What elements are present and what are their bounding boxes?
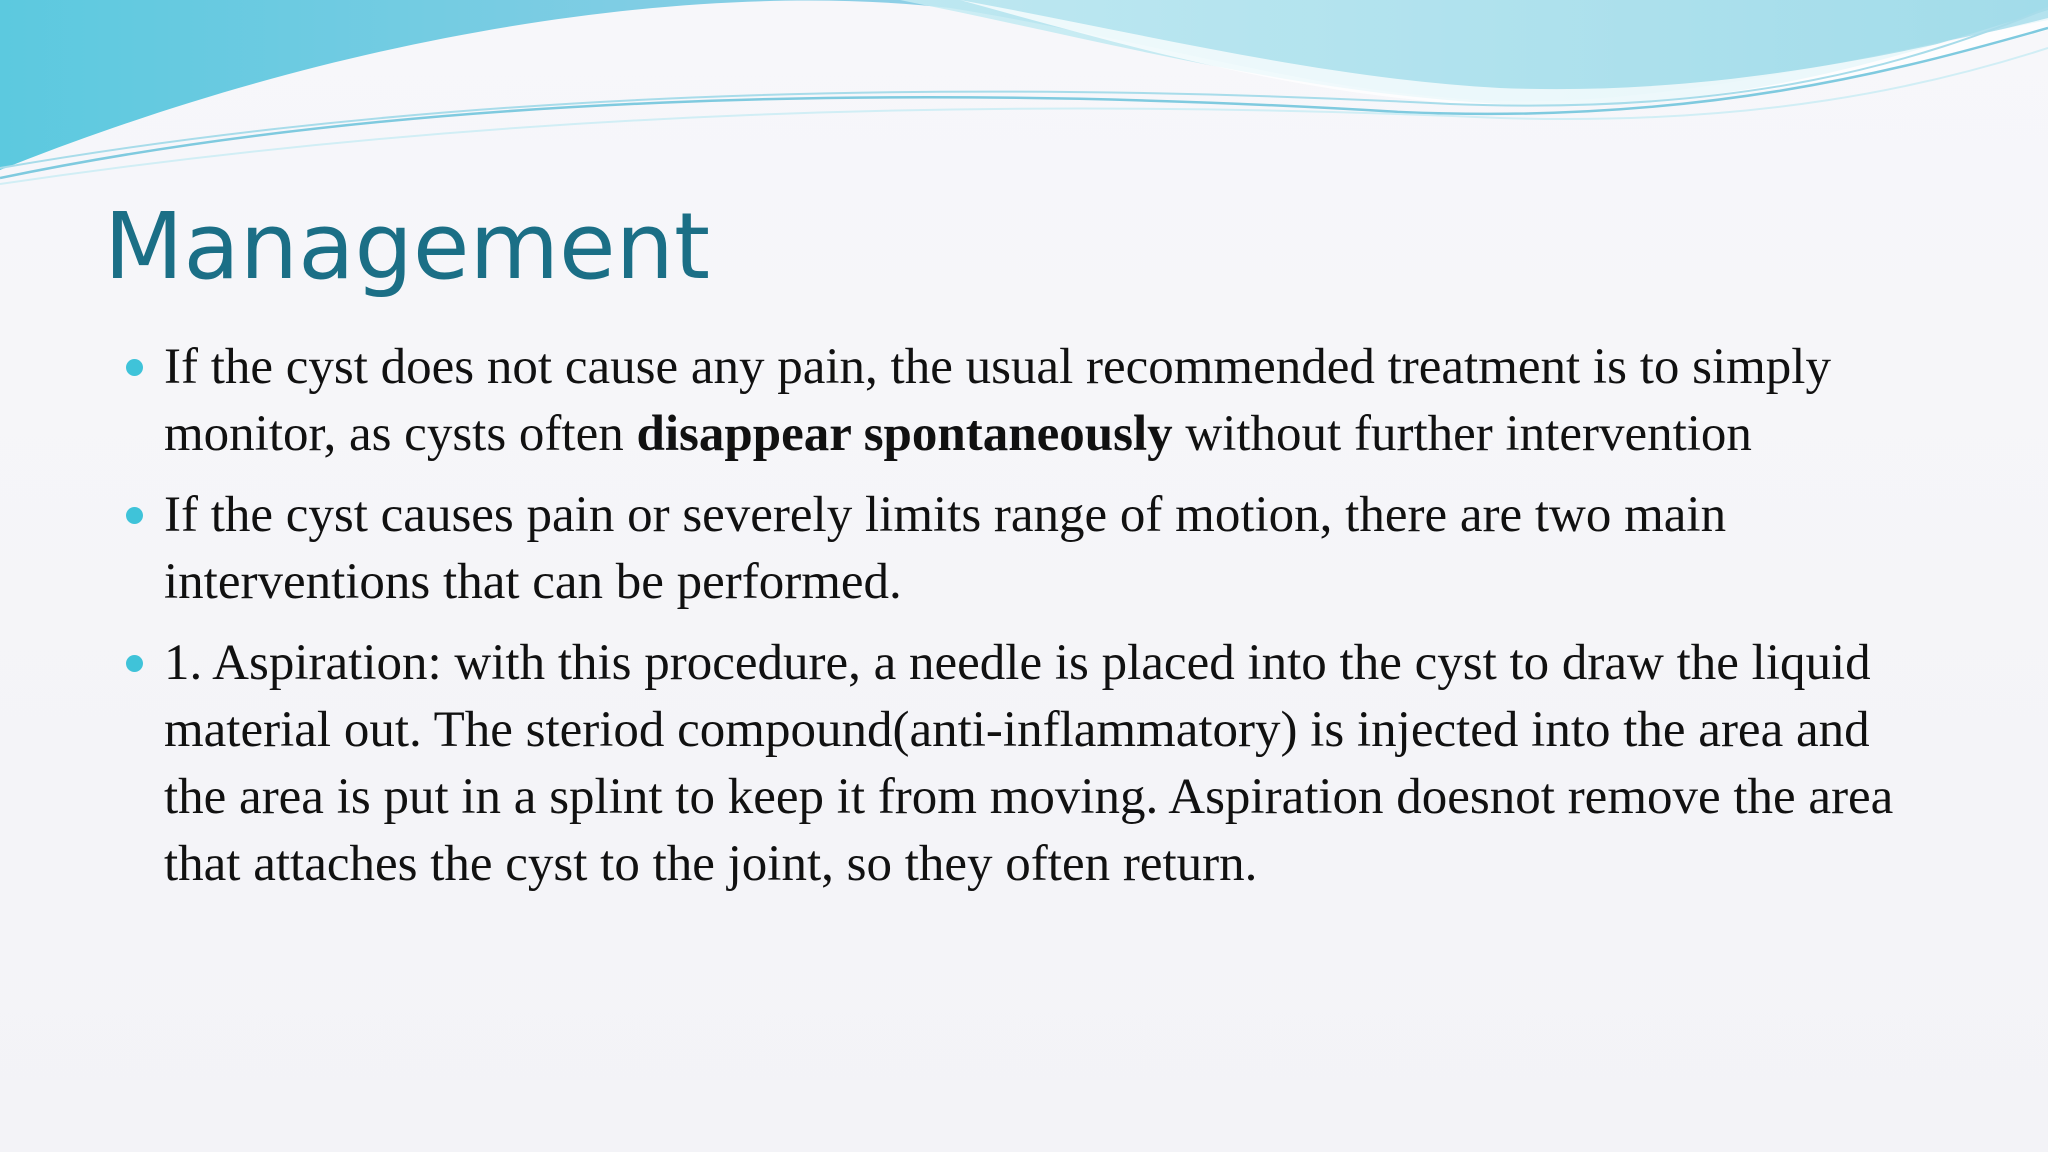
bullet-item — [126, 482, 1916, 616]
header-wave-decoration — [0, 0, 2048, 200]
bullet-text-bold: disappear spontaneously — [636, 406, 1173, 462]
bullet-item — [126, 334, 1916, 468]
bullet-text: 1. Aspiration: with this procedure, a needle is placed into the cyst to draw the liquid material out. The steriod compound(anti-inflammatory) is injected into the area and the area is put in a splint to keep it from moving. Aspiration doesnot remove the area that attaches the cyst to the joint, so they often return. — [164, 635, 1894, 892]
bullet-dot-icon — [126, 655, 143, 672]
bullet-item — [126, 630, 1916, 898]
bullet-text-start: If the cyst does not cause any pain, the usual recommended treatment is to simply monitor, as cysts often — [164, 339, 1831, 462]
slide-title: Management — [104, 193, 711, 300]
bullet-dot-icon — [126, 507, 143, 524]
bullet-text-end: without further intervention — [1172, 406, 1752, 462]
bullet-list — [126, 334, 1916, 912]
bullet-text: If the cyst causes pain or severely limits range of motion, there are two main interventions that can be performed. — [164, 487, 1727, 610]
bullet-dot-icon — [126, 359, 143, 376]
